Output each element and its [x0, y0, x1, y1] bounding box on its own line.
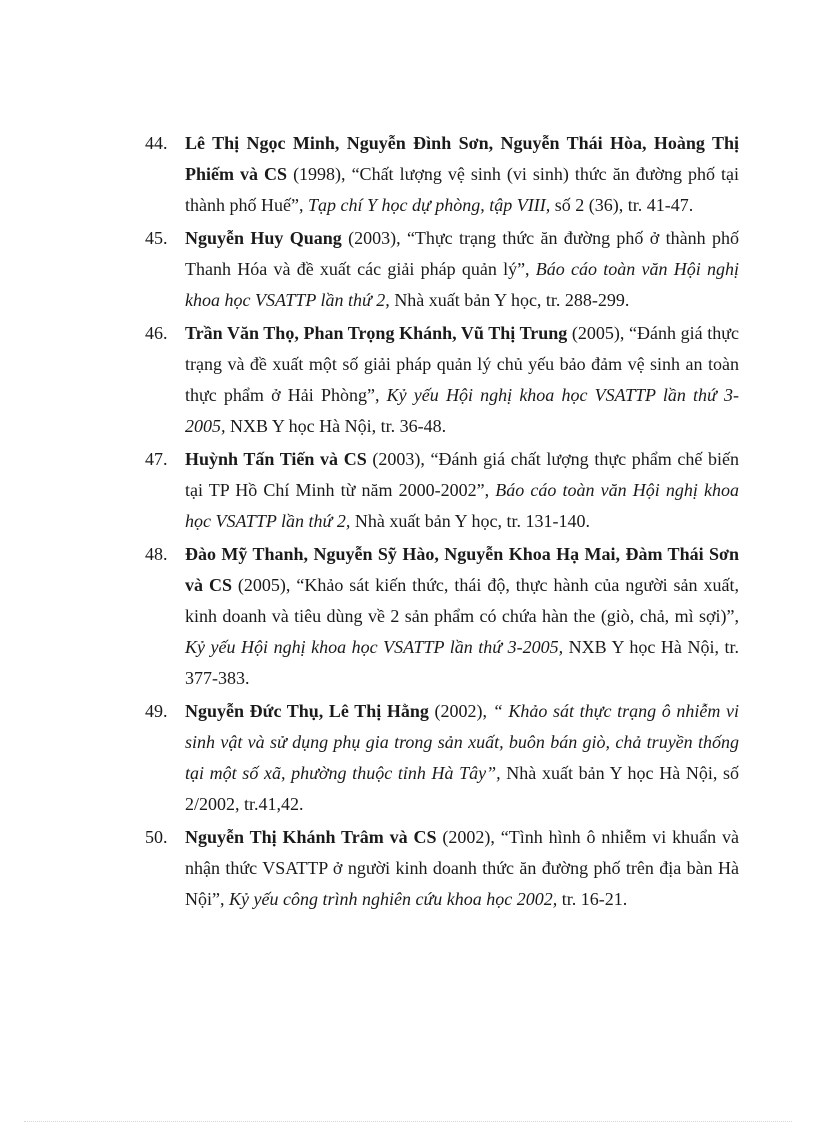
reference-text [185, 223, 739, 316]
page-bottom-divider [24, 1121, 792, 1122]
reference-item [0, 128, 816, 221]
reference-title: (2003), “Đánh giá chất lượng thực phẩm chế biến tại TP Hồ Chí Minh từ năm 2000-2002”, [185, 449, 739, 500]
reference-pages: Nhà xuất bản Y học, tr. 131-140. [350, 511, 590, 531]
reference-number: 50. [145, 827, 168, 847]
reference-authors: Lê Thị Ngọc Minh, Nguyễn Đình Sơn, Nguyễn Thái Hòa, Hoàng Thị Phiếm và CS [185, 133, 739, 184]
reference-item [0, 444, 816, 537]
reference-list [0, 128, 816, 917]
reference-source: Báo cáo toàn văn Hội nghị khoa học VSATTP lần thứ 2, [185, 480, 739, 531]
reference-pages: NXB Y học Hà Nội, tr. 36-48. [225, 416, 447, 436]
reference-source: Tạp chí Y học dự phòng, tập VIII, [307, 195, 551, 215]
reference-text [185, 128, 739, 221]
reference-title: (1998), “Chất lượng vệ sinh (vi sinh) thức ăn đường phố tại thành phố Huế”, [185, 164, 740, 215]
reference-item [0, 223, 816, 316]
reference-authors: Nguyễn Huy Quang [185, 228, 342, 248]
reference-pages: tr. 16-21. [557, 889, 628, 909]
reference-source: “ Khảo sát thực trạng ô nhiễm vi sinh vật và sử dụng phụ gia trong sản xuất, buôn bán giò, chả truyền thống tại một số xã, phường thuộc tỉnh Hà Tây”, [185, 701, 739, 783]
reference-source: Kỷ yếu Hội nghị khoa học VSATTP lần thứ 3-2005, [185, 637, 564, 657]
reference-authors: Nguyễn Đức Thụ, Lê Thị Hằng [185, 701, 429, 721]
reference-text [185, 539, 739, 694]
reference-source: Kỷ yếu công trình nghiên cứu khoa học 2002, [229, 889, 558, 909]
reference-pages: NXB Y học Hà Nội, tr. 377-383. [185, 637, 739, 688]
reference-pages: Nhà xuất bản Y học Hà Nội, số 2/2002, tr.41,42. [185, 763, 739, 814]
reference-pages: số 2 (36), tr. 41-47. [550, 195, 694, 215]
reference-authors: Đào Mỹ Thanh, Nguyễn Sỹ Hào, Nguyễn Khoa Hạ Mai, Đàm Thái Sơn và CS [185, 544, 739, 595]
reference-number: 44. [145, 133, 168, 153]
reference-text [185, 318, 739, 442]
reference-pages: Nhà xuất bản Y học, tr. 288-299. [389, 290, 630, 310]
reference-item [0, 696, 816, 820]
reference-title: (2003), “Thực trạng thức ăn đường phố ở thành phố Thanh Hóa và đề xuất các giải pháp quản lý”, [185, 228, 739, 279]
reference-item [0, 539, 816, 694]
reference-number: 46. [145, 323, 168, 343]
reference-title: (2005), “Đánh giá thực trạng và đề xuất một số giải pháp quản lý chủ yếu bảo đảm vệ sinh an toàn thực phẩm ở Hải Phòng”, [185, 323, 739, 405]
reference-authors: Huỳnh Tấn Tiến và CS [185, 449, 367, 469]
reference-title: (2005), “Khảo sát kiến thức, thái độ, thực hành của người sản xuất, kinh doanh và tiêu dùng về 2 sản phẩm có chứa hàn the (giò, chả, mì sợi)”, [185, 575, 739, 626]
reference-title: (2002), [428, 701, 493, 721]
reference-number: 49. [145, 701, 168, 721]
reference-authors: Nguyễn Thị Khánh Trâm và CS [185, 827, 437, 847]
reference-number: 45. [145, 228, 168, 248]
reference-text [185, 696, 739, 820]
reference-number: 48. [145, 544, 168, 564]
reference-source: Kỷ yếu Hội nghị khoa học VSATTP lần thứ 3-2005, [185, 385, 740, 436]
reference-item [0, 318, 816, 442]
reference-authors: Trần Văn Thọ, Phan Trọng Khánh, Vũ Thị Trung [185, 323, 568, 343]
reference-source: Báo cáo toàn văn Hội nghị khoa học VSATTP lần thứ 2, [185, 259, 739, 310]
reference-text [185, 444, 739, 537]
reference-item [0, 822, 816, 915]
reference-number: 47. [145, 449, 168, 469]
reference-text [185, 822, 739, 915]
reference-title: (2002), “Tình hình ô nhiễm vi khuẩn và nhận thức VSATTP ở người kinh doanh thức ăn đường phố trên địa bàn Hà Nội”, [185, 827, 739, 909]
